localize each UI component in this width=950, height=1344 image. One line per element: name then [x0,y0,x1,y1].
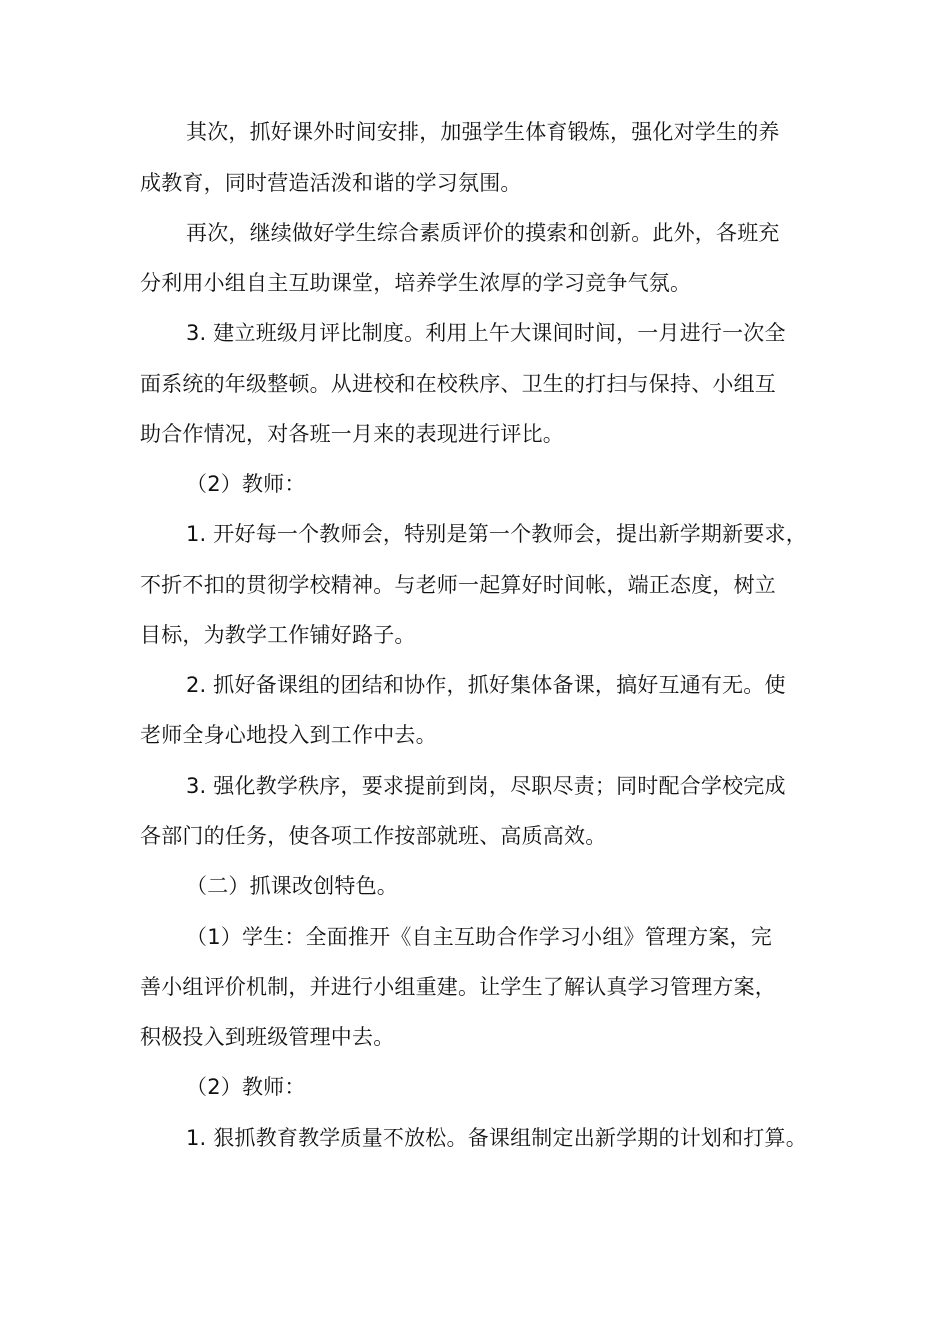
paragraph-line: 各部门的任务，使各项工作按部就班、高质高效。 [140,824,607,848]
paragraph-line: 3. 建立班级月评比制度。利用上午大课间时间，一月进行一次全 [186,321,786,345]
paragraph-line: 老师全身心地投入到工作中去。 [140,723,437,747]
paragraph-line: （二）抓课改创特色。 [186,874,398,898]
paragraph-line: （2）教师： [186,1075,306,1099]
paragraph-line: 不折不扣的贯彻学校精神。与老师一起算好时间帐，端正态度，树立 [140,573,776,597]
paragraph-line: 助合作情况，对各班一月来的表现进行评比。 [140,422,564,446]
paragraph-line: 2. 抓好备课组的团结和协作，抓好集体备课，搞好互通有无。使 [186,673,786,697]
paragraph-line: 成教育，同时营造活泼和谐的学习氛围。 [140,171,522,195]
paragraph-line: 分利用小组自主互助课堂，培养学生浓厚的学习竞争气氛。 [140,271,692,295]
paragraph-line: 其次，抓好课外时间安排，加强学生体育锻炼，强化对学生的养 [186,120,780,144]
paragraph-line: 1. 狠抓教育教学质量不放松。备课组制定出新学期的计划和打算。 [186,1126,807,1150]
paragraph-line: 1. 开好每一个教师会，特别是第一个教师会，提出新学期新要求， [186,522,807,546]
paragraph-line: （1）学生：全面推开《自主互助合作学习小组》管理方案，完 [186,925,772,949]
paragraph-line: 善小组评价机制，并进行小组重建。让学生了解认真学习管理方案， [140,975,776,999]
paragraph-line: （2）教师： [186,472,306,496]
paragraph-line: 积极投入到班级管理中去。 [140,1025,395,1049]
paragraph-line: 再次，继续做好学生综合素质评价的摸索和创新。此外，各班充 [186,221,780,245]
paragraph-line: 目标，为教学工作铺好路子。 [140,623,416,647]
paragraph-line: 3. 强化教学秩序，要求提前到岗，尽职尽责；同时配合学校完成 [186,774,786,798]
paragraph-line: 面系统的年级整顿。从进校和在校秩序、卫生的打扫与保持、小组互 [140,372,776,396]
